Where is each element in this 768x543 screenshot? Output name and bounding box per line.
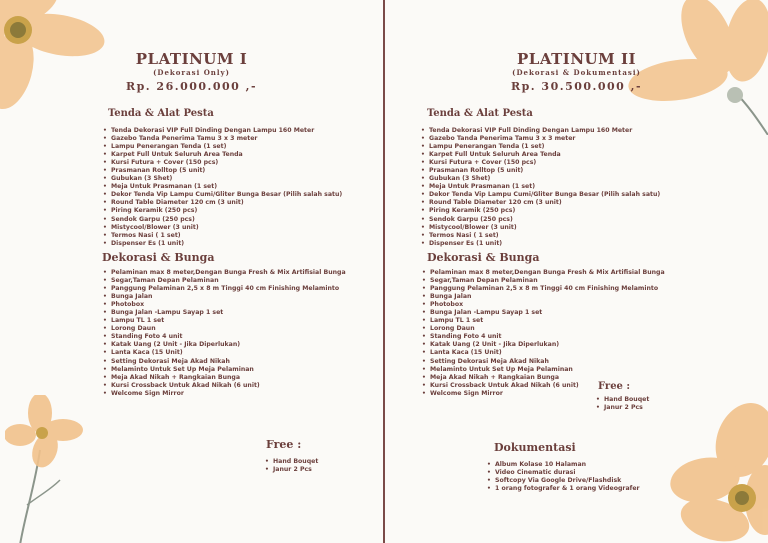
package-name: PLATINUM II [517, 50, 636, 68]
list-item: • Photobox [111, 301, 346, 309]
list-item: • Gubukan (3 Shet) [429, 175, 660, 183]
free-list [595, 396, 649, 412]
list-item: • Album Kolase 10 Halaman [495, 461, 640, 469]
list-item: • Termos Nasi ( 1 set) [429, 232, 660, 240]
list-item: • Panggung Pelaminan 2,5 x 8 m Tinggi 40 cm Finishing Melaminto [430, 285, 665, 293]
list-item: • Lampu TL 1 set [430, 317, 665, 325]
list-item: • Pelaminan max 8 meter,Dengan Bunga Fresh & Mix Artifisial Bunga [111, 269, 346, 277]
list-item: • Gazebo Tanda Penerima Tamu 3 x 3 meter [429, 135, 660, 143]
list-item: • Katak Uang (2 Unit - Jika Diperlukan) [111, 341, 346, 349]
list-item: • Standing Foto 4 unit [430, 333, 665, 341]
package-price: Rp. 26.000.000 ,- [125, 80, 258, 93]
list-item: • Dispenser Es (1 unit) [111, 240, 342, 248]
package-subtitle: (Dekorasi Only) [153, 68, 230, 77]
free-list [264, 458, 318, 474]
list-item: • Bunga Jalan -Lampu Sayap 1 set [111, 309, 346, 317]
list-item: • Kursi Futura + Cover (150 pcs) [111, 159, 342, 167]
list-item: • Panggung Pelaminan 2,5 x 8 m Tinggi 40 cm Finishing Melaminto [111, 285, 346, 293]
free-section-title: Free : [266, 438, 302, 451]
package-subtitle: (Dekorasi & Dokumentasi) [512, 68, 641, 77]
list-item: • Photobox [430, 301, 665, 309]
list-item: • Gubukan (3 Shet) [111, 175, 342, 183]
list-item: • Karpet Full Untuk Seluruh Area Tenda [429, 151, 660, 159]
package-price: Rp. 30.500.000 ,- [510, 80, 643, 93]
tenda-section-title: Tenda & Alat Pesta [108, 108, 214, 119]
list-item: • Gazebo Tanda Penerima Tamu 3 x 3 meter [111, 135, 342, 143]
list-item: • Janur 2 Pcs [273, 466, 318, 474]
list-item: • Setting Dekorasi Meja Akad Nikah [111, 358, 346, 366]
list-item: • Prasmanan Rolltop (5 unit) [111, 167, 342, 175]
list-item: • Bunga Jalan [430, 293, 665, 301]
list-item: • Meja Akad Nikah + Rangkaian Bunga [430, 374, 665, 382]
list-item: • Softcopy Via Google Drive/Flashdisk [495, 477, 640, 485]
list-item-continuation: • Segar,Taman Depan Pelaminan [111, 277, 346, 285]
list-item: • Prasmanan Rolltop (5 unit) [429, 167, 660, 175]
list-item-continuation: • Segar,Taman Depan Pelaminan [430, 277, 665, 285]
list-item: • Piring Keramik (250 pcs) [429, 207, 660, 215]
platinum-2-page [385, 0, 768, 543]
list-item: • Lanta Kaca (15 Unit) [111, 349, 346, 357]
list-item: • Pelaminan max 8 meter,Dengan Bunga Fresh & Mix Artifisial Bunga [430, 269, 665, 277]
list-item: • Hand Bouqet [604, 396, 649, 404]
list-item: • Melaminto Untuk Set Up Meja Pelaminan [430, 366, 665, 374]
free-section-title: Free : [598, 381, 631, 392]
list-item: • Lorong Daun [430, 325, 665, 333]
flower-bottom-left-decoration [5, 395, 95, 543]
list-item: • Setting Dekorasi Meja Akad Nikah [430, 358, 665, 366]
list-item: • Kursi Crossback Untuk Akad Nikah (6 unit) [111, 382, 346, 390]
list-item: • Lampu Penerangan Tenda (1 set) [429, 143, 660, 151]
tenda-list [420, 127, 660, 248]
list-item: • Lampu Penerangan Tenda (1 set) [111, 143, 342, 151]
list-item: • Welcome Sign Mirror [111, 390, 346, 398]
list-item: • Kursi Crossback Untuk Akad Nikah (6 unit) [430, 382, 665, 390]
list-item: • Dekor Tenda Vip Lampu Cumi/Gliter Bunga Besar (Pilih salah satu) [429, 191, 660, 199]
dekorasi-list [102, 269, 346, 398]
list-item: • Hand Bouqet [273, 458, 318, 466]
list-item: • Meja Untuk Prasmanan (1 set) [429, 183, 660, 191]
list-item: • Meja Untuk Prasmanan (1 set) [111, 183, 342, 191]
dekorasi-section-title: Dekorasi & Bunga [102, 251, 215, 264]
list-item: • Mistycool/Blower (3 unit) [111, 224, 342, 232]
list-item: • Mistycool/Blower (3 unit) [429, 224, 660, 232]
list-item: • Piring Keramik (250 pcs) [111, 207, 342, 215]
list-item: • Dispenser Es (1 unit) [429, 240, 660, 248]
list-item: • Lorong Daun [111, 325, 346, 333]
list-item: • Bunga Jalan [111, 293, 346, 301]
list-item: • Janur 2 Pcs [604, 404, 649, 412]
list-item: • Standing Foto 4 unit [111, 333, 346, 341]
list-item: • Dekor Tenda Vip Lampu Cumi/Gliter Bunga Besar (Pilih salah satu) [111, 191, 342, 199]
dekorasi-section-title: Dekorasi & Bunga [427, 251, 540, 264]
list-item: • Karpet Full Untuk Seluruh Area Tenda [111, 151, 342, 159]
list-item: • Meja Akad Nikah + Rangkaian Bunga [111, 374, 346, 382]
list-item: • Sendok Garpu (250 pcs) [429, 216, 660, 224]
list-item: • Round Table Diameter 120 cm (3 unit) [429, 199, 660, 207]
list-item: • Sendok Garpu (250 pcs) [111, 216, 342, 224]
list-item: • Welcome Sign Mirror [430, 390, 665, 398]
dekorasi-list [421, 269, 665, 398]
list-item: • Round Table Diameter 120 cm (3 unit) [111, 199, 342, 207]
flower-bottom-right-decoration [670, 400, 768, 543]
tenda-list [102, 127, 342, 248]
list-item: • Bunga Jalan -Lampu Sayap 1 set [430, 309, 665, 317]
dokumentasi-list [486, 461, 640, 493]
list-item: • Melaminto Untuk Set Up Meja Pelaminan [111, 366, 346, 374]
list-item: • 1 orang fotografer & 1 orang Videografer [495, 485, 640, 493]
platinum-1-page [0, 0, 383, 543]
list-item: • Lanta Kaca (15 Unit) [430, 349, 665, 357]
list-item: • Video Cinematic durasi [495, 469, 640, 477]
list-item: • Termos Nasi ( 1 set) [111, 232, 342, 240]
package-name: PLATINUM I [135, 50, 248, 68]
tenda-section-title: Tenda & Alat Pesta [427, 108, 533, 119]
list-item: • Lampu TL 1 set [111, 317, 346, 325]
dokumentasi-section-title: Dokumentasi [494, 441, 576, 454]
list-item: • Tenda Dekorasi VIP Full Dinding Dengan Lampu 160 Meter [111, 127, 342, 135]
list-item: • Tenda Dekorasi VIP Full Dinding Dengan Lampu 160 Meter [429, 127, 660, 135]
list-item: • Katak Uang (2 Unit - Jika Diperlukan) [430, 341, 665, 349]
list-item: • Kursi Futura + Cover (150 pcs) [429, 159, 660, 167]
